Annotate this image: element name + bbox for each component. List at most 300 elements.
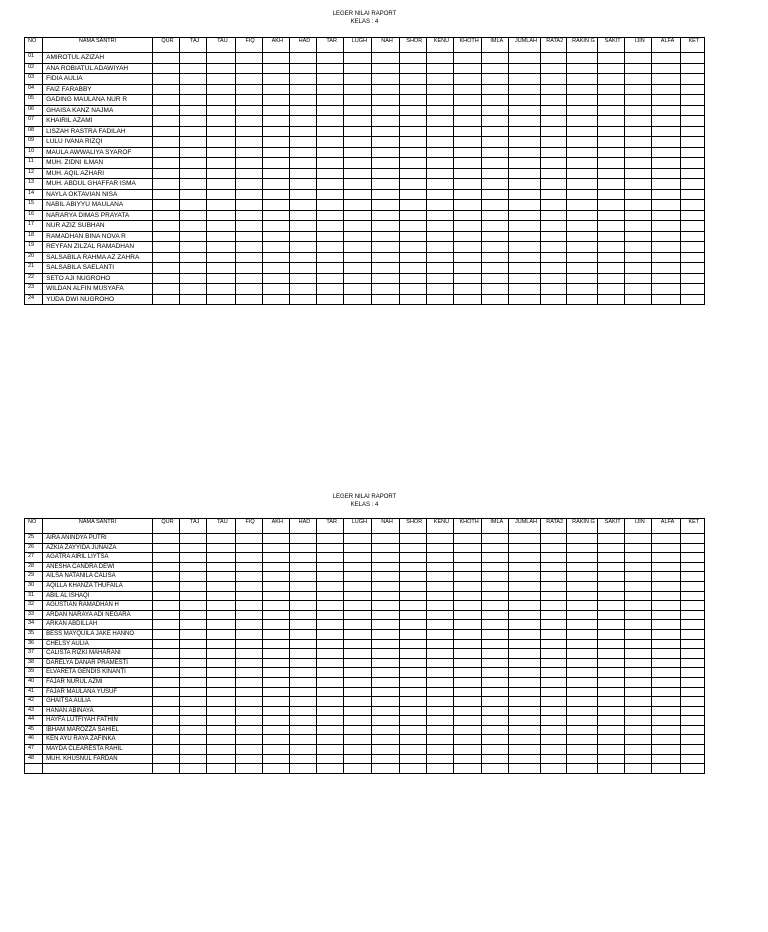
grade-cell: [509, 147, 540, 158]
grade-cell: [680, 179, 704, 190]
grade-cell: [625, 629, 652, 639]
grade-cell: [207, 601, 235, 611]
row-number: 02: [25, 63, 43, 74]
grade-cell: [652, 147, 680, 158]
row-number: 12: [25, 168, 43, 179]
row-number: 29: [25, 572, 43, 582]
grade-cell: [540, 231, 566, 242]
row-number: 37: [25, 649, 43, 659]
grade-cell: [426, 581, 453, 591]
grade-cell: [509, 189, 540, 200]
grade-cell: [566, 553, 597, 563]
column-header-jumlah: JUMLAH: [509, 38, 540, 53]
table-row: [25, 601, 705, 611]
grade-cell: [454, 84, 482, 95]
grade-cell: [509, 284, 540, 295]
grade-cell: [262, 668, 289, 678]
grade-cell: [180, 572, 207, 582]
grade-cell: [344, 252, 372, 263]
grade-cell: [317, 137, 344, 148]
grade-cell: [207, 168, 235, 179]
table-row: [25, 716, 705, 726]
grade-cell: [399, 116, 426, 127]
grade-cell: [372, 200, 399, 211]
grade-cell: [426, 735, 453, 745]
grade-cell: [680, 735, 704, 745]
grade-table: [24, 37, 705, 305]
grade-cell: [482, 668, 509, 678]
grade-cell: [152, 84, 179, 95]
grade-cell: [625, 677, 652, 687]
grade-cell: [680, 668, 704, 678]
table-row: [25, 294, 705, 305]
grade-cell: [262, 562, 289, 572]
grade-cell: [509, 252, 540, 263]
grade-cell: [207, 273, 235, 284]
grade-cell: [317, 105, 344, 116]
grade-cell: [652, 534, 680, 544]
grade-cell: [566, 725, 597, 735]
grade-cell: [180, 639, 207, 649]
grade-cell: [180, 84, 207, 95]
grade-cell: [372, 735, 399, 745]
grade-cell: [207, 242, 235, 253]
grade-cell: [207, 706, 235, 716]
grade-cell: [207, 668, 235, 678]
grade-cell: [509, 210, 540, 221]
grade-cell: [680, 200, 704, 211]
grade-cell: [289, 294, 316, 305]
grade-cell: [540, 137, 566, 148]
student-name: GADING MAULANA NUR R: [43, 95, 153, 106]
grade-cell: [598, 116, 625, 127]
grade-cell: [454, 137, 482, 148]
column-header-imla: IMLA: [482, 38, 509, 53]
grade-cell: [289, 210, 316, 221]
grade-cell: [598, 221, 625, 232]
grade-cell: [344, 74, 372, 85]
row-number: 32: [25, 601, 43, 611]
grade-cell: [680, 591, 704, 601]
grade-cell: [289, 74, 316, 85]
column-header-khoth: KHOTH: [454, 38, 482, 53]
table-row: [25, 620, 705, 630]
grade-cell: [235, 95, 262, 106]
grade-cell: [289, 284, 316, 295]
grade-cell: [454, 284, 482, 295]
row-number: 46: [25, 735, 43, 745]
grade-cell: [598, 189, 625, 200]
row-number: 20: [25, 252, 43, 263]
student-name: AMIROTUL AZIZAH: [43, 53, 153, 64]
grade-cell: [598, 677, 625, 687]
grade-cell: [426, 84, 453, 95]
table-row: [25, 639, 705, 649]
grade-cell: [566, 53, 597, 64]
grade-cell: [399, 601, 426, 611]
grade-cell: [372, 263, 399, 274]
grade-cell: [680, 553, 704, 563]
student-name: MAULA AWWALIYA SYAROF: [43, 147, 153, 158]
column-header-rakin-g: RAKIN G: [566, 38, 597, 53]
grade-cell: [399, 764, 426, 774]
grade-cell: [372, 581, 399, 591]
student-name: ABIL AL ISHAQI: [43, 591, 153, 601]
grade-cell: [509, 754, 540, 764]
grade-cell: [509, 735, 540, 745]
grade-cell: [180, 534, 207, 544]
grade-cell: [509, 629, 540, 639]
table-row: [25, 158, 705, 169]
grade-cell: [317, 84, 344, 95]
grade-cell: [566, 601, 597, 611]
grade-cell: [652, 105, 680, 116]
grade-cell: [652, 687, 680, 697]
grade-cell: [598, 179, 625, 190]
grade-cell: [454, 126, 482, 137]
student-name: MUH. KHUSNUL FARDAN: [43, 754, 153, 764]
student-name: WILDAN ALFIN MUSYAFA: [43, 284, 153, 295]
column-header-lugh: LUGH: [344, 519, 372, 534]
grade-cell: [317, 210, 344, 221]
grade-cell: [454, 179, 482, 190]
grade-cell: [152, 137, 179, 148]
grade-cell: [482, 658, 509, 668]
grade-cell: [482, 562, 509, 572]
grade-cell: [262, 95, 289, 106]
grade-cell: [482, 273, 509, 284]
grade-cell: [482, 697, 509, 707]
student-name: AZKIA ZAYYIDA JUNAIZA: [43, 543, 153, 553]
grade-cell: [152, 189, 179, 200]
leger-sheet-1: [24, 10, 705, 305]
grade-cell: [652, 601, 680, 611]
grade-cell: [372, 284, 399, 295]
grade-cell: [344, 735, 372, 745]
grade-cell: [344, 716, 372, 726]
grade-cell: [566, 126, 597, 137]
grade-cell: [454, 735, 482, 745]
grade-cell: [289, 601, 316, 611]
row-number: 22: [25, 273, 43, 284]
grade-cell: [262, 53, 289, 64]
grade-cell: [207, 158, 235, 169]
grade-cell: [207, 649, 235, 659]
row-number: 40: [25, 677, 43, 687]
grade-cell: [680, 74, 704, 85]
grade-cell: [262, 116, 289, 127]
grade-cell: [566, 562, 597, 572]
grade-cell: [598, 553, 625, 563]
grade-cell: [399, 716, 426, 726]
grade-cell: [344, 745, 372, 755]
grade-cell: [152, 242, 179, 253]
grade-cell: [540, 620, 566, 630]
student-name: AGATRA AIRIL LIYTSA: [43, 553, 153, 563]
grade-cell: [566, 200, 597, 211]
grade-cell: [454, 725, 482, 735]
grade-cell: [454, 252, 482, 263]
table-row: [25, 273, 705, 284]
grade-cell: [482, 687, 509, 697]
student-name: KHAIRIL AZAMI: [43, 116, 153, 127]
grade-cell: [566, 137, 597, 148]
row-number: 48: [25, 754, 43, 764]
grade-cell: [454, 543, 482, 553]
report-title: LEGER NILAI RAPORT: [332, 494, 397, 500]
grade-cell: [235, 263, 262, 274]
grade-cell: [262, 63, 289, 74]
grade-cell: [652, 189, 680, 200]
grade-cell: [152, 620, 179, 630]
grade-cell: [625, 158, 652, 169]
grade-cell: [454, 553, 482, 563]
row-number: 18: [25, 231, 43, 242]
grade-cell: [262, 572, 289, 582]
grade-cell: [262, 687, 289, 697]
table-row: [25, 543, 705, 553]
grade-cell: [625, 189, 652, 200]
grade-cell: [152, 591, 179, 601]
grade-cell: [289, 697, 316, 707]
grade-cell: [372, 639, 399, 649]
grade-cell: [426, 242, 453, 253]
grade-cell: [262, 534, 289, 544]
grade-cell: [598, 754, 625, 764]
grade-cell: [598, 658, 625, 668]
grade-cell: [598, 629, 625, 639]
grade-cell: [317, 543, 344, 553]
grade-cell: [652, 179, 680, 190]
row-number: 19: [25, 242, 43, 253]
grade-cell: [235, 620, 262, 630]
row-number: 31: [25, 591, 43, 601]
grade-cell: [482, 263, 509, 274]
grade-cell: [540, 252, 566, 263]
grade-cell: [598, 294, 625, 305]
grade-cell: [180, 677, 207, 687]
grade-cell: [289, 610, 316, 620]
column-header-nama-santri: NAMA SANTRI: [43, 519, 153, 534]
grade-cell: [482, 629, 509, 639]
grade-cell: [454, 745, 482, 755]
grade-cell: [152, 697, 179, 707]
grade-cell: [262, 735, 289, 745]
grade-cell: [566, 168, 597, 179]
table-row: [25, 84, 705, 95]
grade-cell: [344, 649, 372, 659]
grade-cell: [180, 116, 207, 127]
grade-cell: [372, 116, 399, 127]
grade-cell: [235, 242, 262, 253]
grade-cell: [680, 610, 704, 620]
grade-cell: [625, 754, 652, 764]
grade-cell: [680, 273, 704, 284]
grade-cell: [152, 754, 179, 764]
grade-cell: [152, 63, 179, 74]
column-header-rakin-g: RAKIN G: [566, 519, 597, 534]
grade-cell: [652, 84, 680, 95]
grade-cell: [152, 179, 179, 190]
column-header-akh: AKH: [262, 38, 289, 53]
grade-cell: [509, 137, 540, 148]
table-row: [25, 754, 705, 764]
grade-cell: [540, 639, 566, 649]
grade-cell: [289, 572, 316, 582]
column-header-fiq: FIQ: [235, 519, 262, 534]
grade-cell: [454, 273, 482, 284]
grade-cell: [372, 53, 399, 64]
grade-cell: [235, 658, 262, 668]
grade-cell: [317, 706, 344, 716]
grade-cell: [180, 735, 207, 745]
grade-cell: [625, 294, 652, 305]
grade-cell: [262, 147, 289, 158]
sheet-title: [24, 493, 705, 518]
grade-cell: [207, 725, 235, 735]
grade-cell: [598, 591, 625, 601]
grade-cell: [540, 553, 566, 563]
grade-cell: [509, 610, 540, 620]
grade-cell: [598, 53, 625, 64]
grade-cell: [652, 294, 680, 305]
grade-cell: [235, 543, 262, 553]
grade-cell: [482, 553, 509, 563]
student-name: MUH. ZIDNI ILMAN: [43, 158, 153, 169]
grade-cell: [426, 610, 453, 620]
grade-cell: [152, 534, 179, 544]
grade-cell: [344, 725, 372, 735]
grade-cell: [317, 764, 344, 774]
grade-cell: [207, 629, 235, 639]
grade-cell: [399, 562, 426, 572]
grade-cell: [598, 252, 625, 263]
class-label: KELAS : 4: [350, 502, 379, 508]
grade-cell: [372, 74, 399, 85]
grade-cell: [426, 687, 453, 697]
grade-cell: [372, 147, 399, 158]
grade-cell: [152, 639, 179, 649]
grade-cell: [454, 668, 482, 678]
column-header-ket: KET: [680, 38, 704, 53]
grade-cell: [566, 189, 597, 200]
grade-cell: [680, 687, 704, 697]
grade-cell: [344, 53, 372, 64]
grade-cell: [454, 572, 482, 582]
grade-cell: [454, 158, 482, 169]
grade-cell: [598, 263, 625, 274]
student-name: ARDAN NARAYA ADI NEGARA: [43, 610, 153, 620]
student-rows: [25, 534, 705, 774]
student-name: RAMADHAN BINA NOVA R: [43, 231, 153, 242]
grade-cell: [235, 668, 262, 678]
grade-cell: [372, 168, 399, 179]
grade-cell: [180, 158, 207, 169]
grade-cell: [207, 74, 235, 85]
grade-cell: [180, 562, 207, 572]
grade-cell: [399, 725, 426, 735]
grade-cell: [454, 210, 482, 221]
table-row: [25, 562, 705, 572]
row-number: 11: [25, 158, 43, 169]
column-header-alfa: ALFA: [652, 519, 680, 534]
grade-cell: [625, 581, 652, 591]
grade-cell: [625, 735, 652, 745]
grade-cell: [317, 74, 344, 85]
grade-cell: [680, 562, 704, 572]
grade-cell: [399, 658, 426, 668]
grade-cell: [344, 84, 372, 95]
column-header-khoth: KHOTH: [454, 519, 482, 534]
column-header-ijin: IJIN: [625, 38, 652, 53]
grade-cell: [372, 668, 399, 678]
grade-cell: [235, 168, 262, 179]
grade-cell: [509, 658, 540, 668]
grade-cell: [566, 284, 597, 295]
grade-cell: [680, 754, 704, 764]
column-header-kenu: KENU: [426, 38, 453, 53]
grade-cell: [652, 116, 680, 127]
grade-cell: [399, 745, 426, 755]
grade-cell: [399, 137, 426, 148]
grade-cell: [652, 639, 680, 649]
grade-cell: [454, 677, 482, 687]
grade-cell: [509, 591, 540, 601]
grade-cell: [180, 706, 207, 716]
student-name: REYFAN ZILZAL RAMADHAN: [43, 242, 153, 253]
grade-cell: [152, 210, 179, 221]
grade-cell: [426, 210, 453, 221]
grade-cell: [540, 677, 566, 687]
grade-cell: [235, 687, 262, 697]
grade-cell: [399, 735, 426, 745]
grade-cell: [426, 252, 453, 263]
grade-cell: [262, 725, 289, 735]
grade-cell: [289, 658, 316, 668]
grade-cell: [344, 534, 372, 544]
grade-cell: [426, 53, 453, 64]
grade-cell: [180, 601, 207, 611]
grade-cell: [344, 629, 372, 639]
grade-cell: [235, 284, 262, 295]
grade-cell: [566, 84, 597, 95]
grade-cell: [482, 572, 509, 582]
grade-cell: [566, 687, 597, 697]
grade-cell: [399, 591, 426, 601]
grade-cell: [289, 231, 316, 242]
grade-cell: [652, 284, 680, 295]
grade-cell: [344, 601, 372, 611]
grade-cell: [509, 294, 540, 305]
grade-cell: [625, 764, 652, 774]
grade-cell: [317, 658, 344, 668]
grade-cell: [540, 687, 566, 697]
student-name: DARELYA DANAR PRAMESTI: [43, 658, 153, 668]
grade-cell: [482, 252, 509, 263]
grade-cell: [344, 105, 372, 116]
grade-cell: [152, 284, 179, 295]
grade-cell: [372, 553, 399, 563]
grade-cell: [317, 116, 344, 127]
grade-cell: [289, 116, 316, 127]
grade-cell: [180, 242, 207, 253]
grade-cell: [207, 147, 235, 158]
grade-cell: [289, 725, 316, 735]
grade-cell: [262, 137, 289, 148]
grade-cell: [317, 284, 344, 295]
grade-cell: [652, 242, 680, 253]
grade-cell: [235, 126, 262, 137]
